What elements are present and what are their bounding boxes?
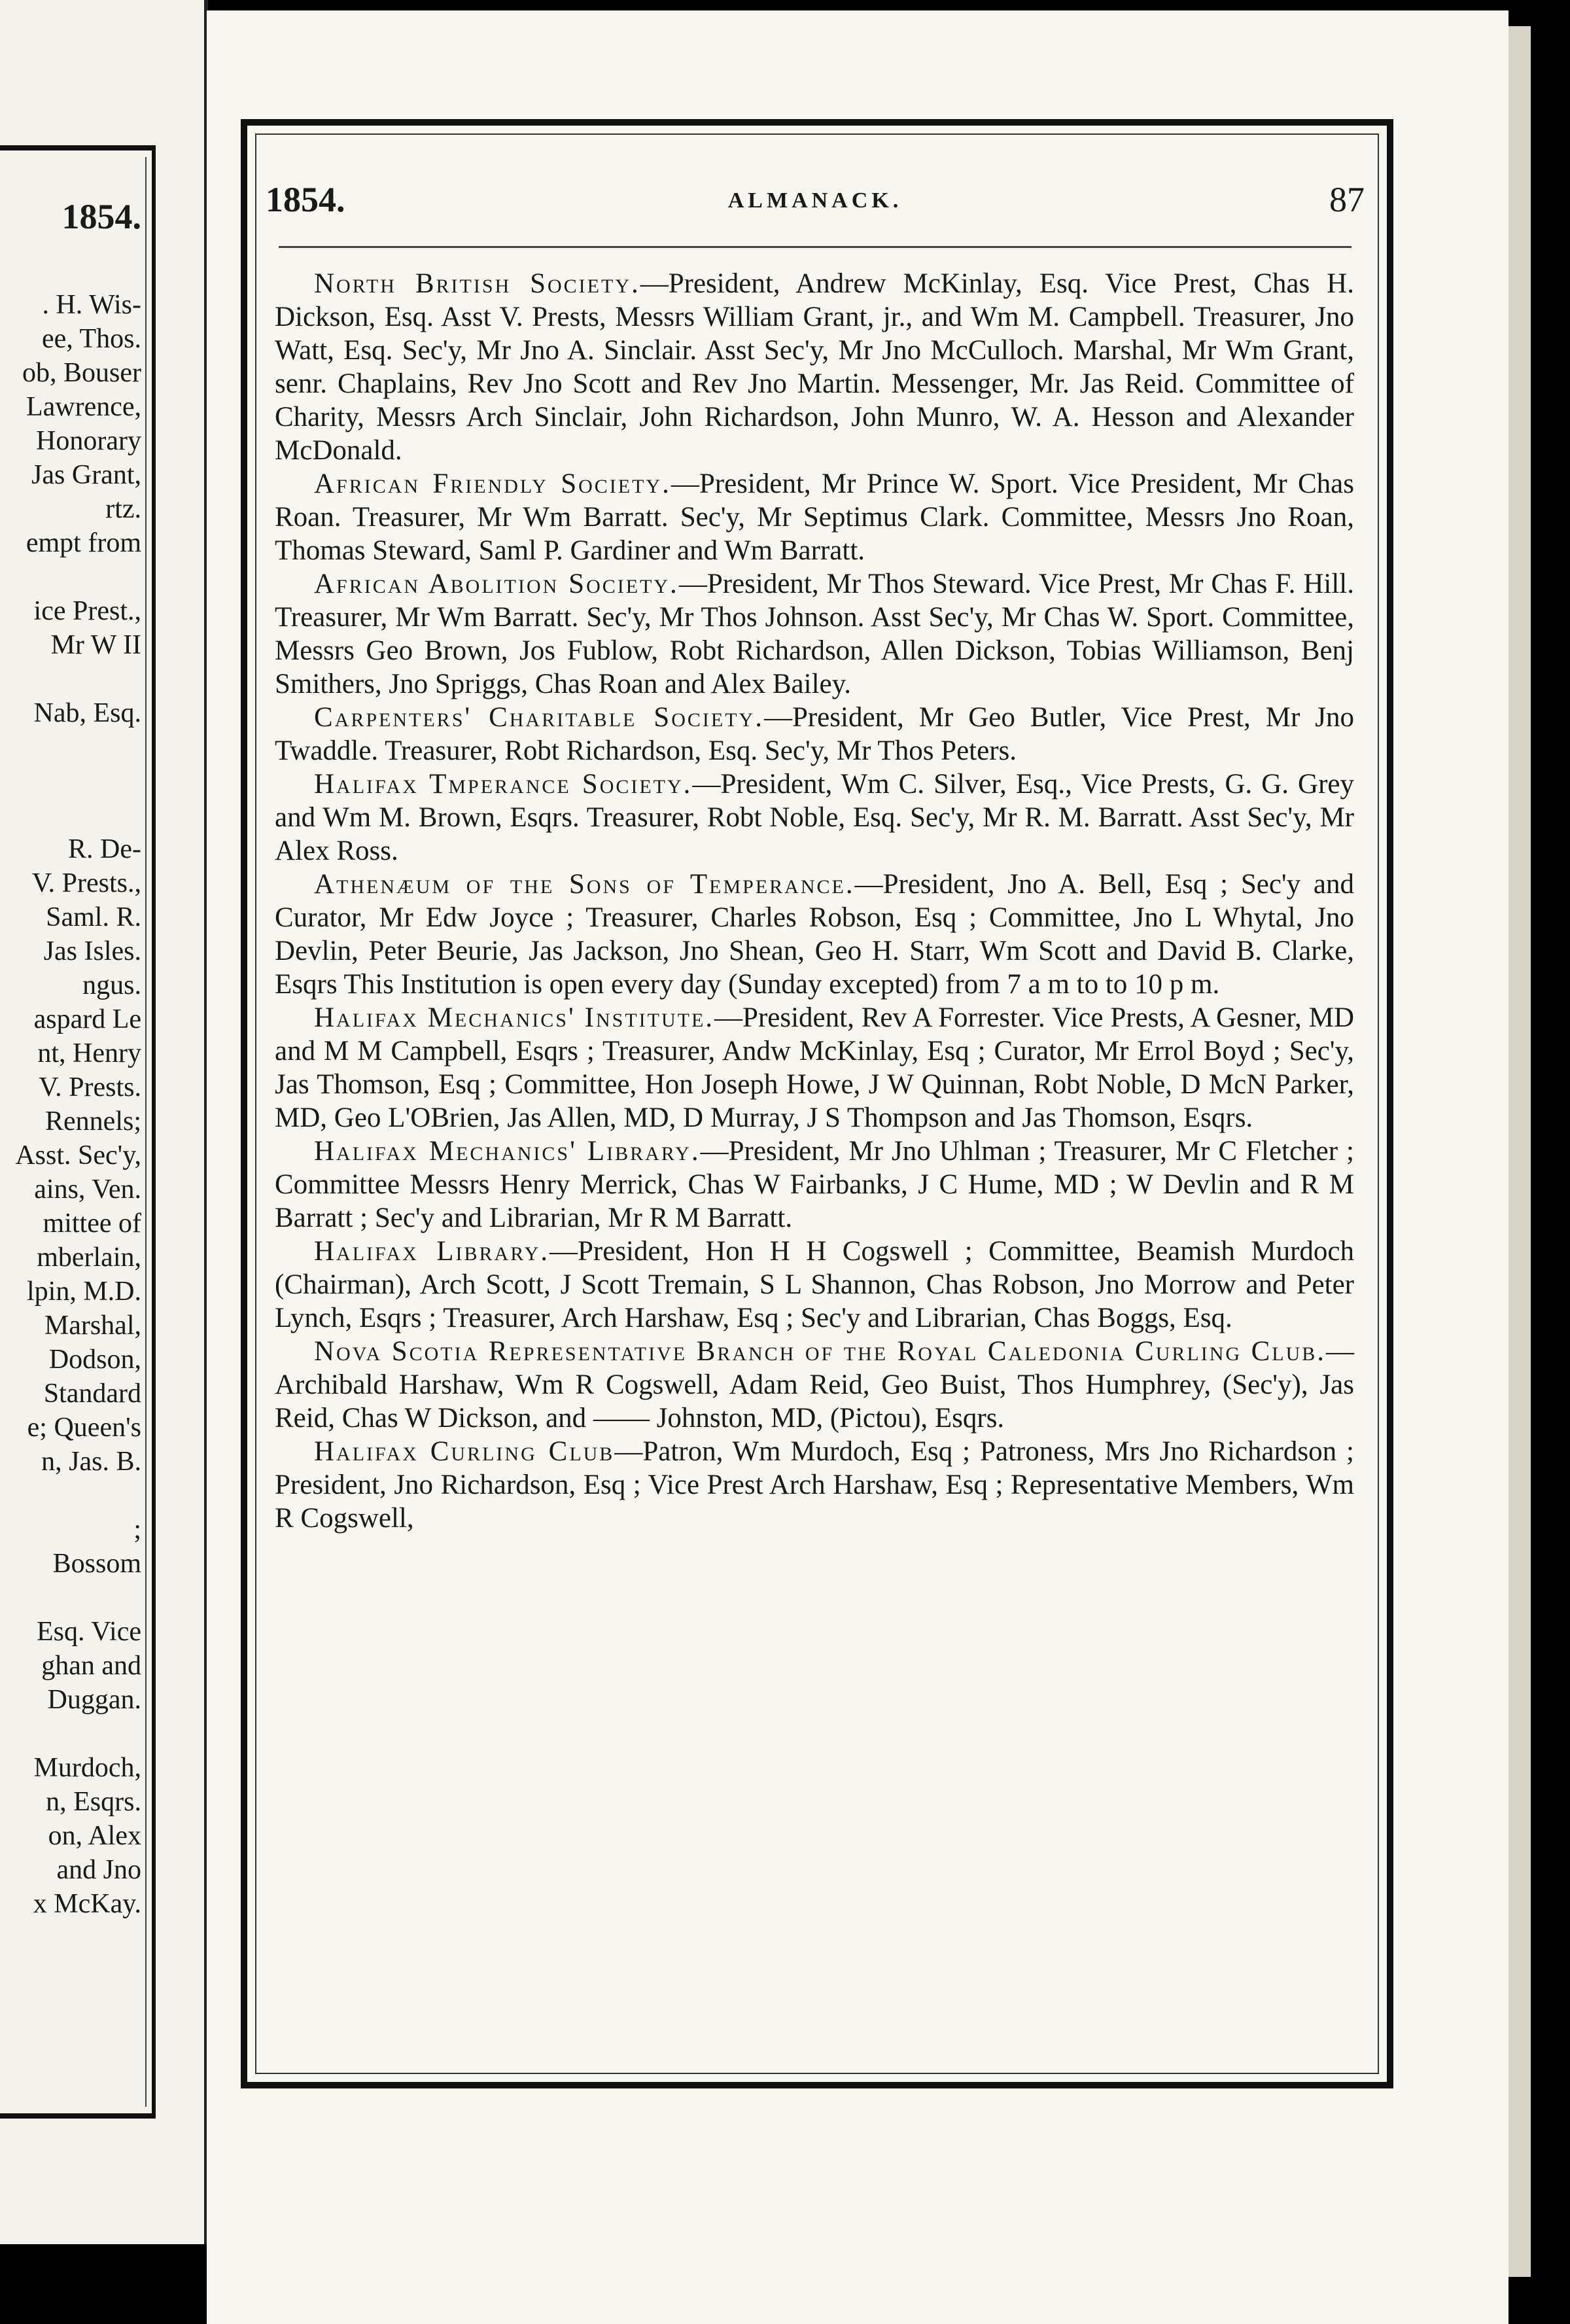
previous-page-line xyxy=(0,1479,141,1513)
society-entry xyxy=(275,267,1354,467)
society-entry xyxy=(275,767,1354,868)
society-name: North British Society. xyxy=(314,268,640,299)
previous-page-line: Mr W II xyxy=(50,630,141,660)
previous-page-line: . H. Wis- xyxy=(42,290,141,320)
society-name: African Friendly Society. xyxy=(314,468,671,499)
previous-page-line: ghan and xyxy=(41,1651,141,1681)
previous-page-line: Jas Isles. xyxy=(43,936,141,966)
previous-page-line: mittee of xyxy=(43,1208,141,1239)
previous-page-line: Jas Grant, xyxy=(31,460,141,490)
previous-page-line: ; xyxy=(133,1515,141,1545)
society-entry xyxy=(275,1435,1354,1535)
previous-page-line: n, Esqrs. xyxy=(46,1787,141,1817)
previous-page-line: nt, Henry xyxy=(37,1038,141,1068)
previous-page-line: Lawrence, xyxy=(26,392,141,422)
society-name: Halifax Library. xyxy=(314,1236,550,1267)
previous-page-line: empt from xyxy=(26,528,141,558)
society-entry xyxy=(275,1335,1354,1435)
previous-page-line: Standard xyxy=(43,1379,141,1409)
society-officers: —Archibald Harshaw, Wm R Cogswell, Adam Reid, Geo Buist, Thos Humphrey, (Sec'y), Jas Reid, Chas W Dickson, and —— Johnston, MD, (Pictou), Esqrs. xyxy=(275,1336,1354,1434)
previous-page-line: V. Prests., xyxy=(31,868,141,898)
header-title: ALMANACK. xyxy=(727,188,903,213)
previous-page-line: on, Alex xyxy=(48,1821,141,1851)
society-officers: —President, Jno A. Bell, Esq ; Sec'y and Curator, Mr Edw Joyce ; Treasurer, Charles Robson, Esq ; Committee, Jno L Whytal, Jno Devlin, Peter Beurie, Jas Jackson, Jno Shean, Geo H. Starr, Wm Scott and David B. Clarke, Esqrs This Institution is open every day (Sunday excepted) from 7 a m to to 10 p m. xyxy=(275,869,1354,1000)
society-name: Carpenters' Charitable Society. xyxy=(314,702,764,733)
society-entry xyxy=(275,701,1354,767)
page-number: 87 xyxy=(1329,180,1365,219)
society-entry xyxy=(275,868,1354,1001)
society-officers: —President, Mr Jno Uhlman ; Treasurer, Mr C Fletcher ; Committee Messrs Henry Merrick, Chas W Fairbanks, J C Hume, MD ; W Devlin and R M Barratt ; Sec'y and Librarian, Mr R M Barratt. xyxy=(275,1136,1354,1233)
header-rule xyxy=(279,246,1352,248)
previous-page-line: x McKay. xyxy=(33,1889,141,1919)
society-officers: —President, Andrew McKinlay, Esq. Vice Prest, Chas H. Dickson, Esq. Asst V. Prests, Messrs William Grant, jr., and Wm M. Campbell. Treasurer, Jno Watt, Esq. Sec'y, Mr Jno A. Sinclair. Asst Sec'y, Mr Jno McCulloch. Marshal, Mr Wm Grant, senr. Chaplains, Rev Jno Scott and Rev Jno Martin. Messenger, Mr. Jas Reid. Committee of Charity, Messrs Arch Sinclair, John Richardson, John Munro, W. A. Hesson and Alexander McDonald. xyxy=(275,268,1354,466)
previous-page-line: e; Queen's xyxy=(27,1413,141,1443)
previous-page-line: ice Prest., xyxy=(33,596,141,626)
society-name: Halifax Curling Club xyxy=(314,1436,615,1467)
previous-page-line: and Jno xyxy=(56,1855,141,1885)
almanack-page xyxy=(207,10,1509,2324)
previous-page-line: aspard Le xyxy=(33,1004,141,1034)
previous-page-line: Rennels; xyxy=(45,1106,141,1136)
previous-page-line xyxy=(0,662,141,696)
society-officers: —President, Wm C. Silver, Esq., Vice Prests, G. G. Grey and Wm M. Brown, Esqrs. Treasurer, Robt Noble, Esq. Sec'y, Mr R. M. Barratt. Asst Sec'y, Mr Alex Ross. xyxy=(275,769,1354,866)
previous-page-line: Honorary xyxy=(36,426,141,456)
previous-page-line: ains, Ven. xyxy=(34,1174,141,1205)
society-name: African Abolition Society. xyxy=(314,569,679,599)
previous-page-line: Murdoch, xyxy=(33,1753,141,1783)
society-officers: —President, Hon H H Cogswell ; Committee, Beamish Murdoch (Chairman), Arch Scott, J Scott Tremain, S L Shannon, Chas Robson, Jno Morrow and Peter Lynch, Esqrs ; Treasurer, Arch Harshaw, Esq ; Sec'y and Librarian, Chas Boggs, Esq. xyxy=(275,1236,1354,1333)
society-entry xyxy=(275,1001,1354,1135)
previous-page-line: Esq. Vice xyxy=(36,1617,141,1647)
society-entry xyxy=(275,567,1354,701)
book-spine-edge xyxy=(1509,26,1531,2277)
society-entry xyxy=(275,1135,1354,1235)
previous-page-line: Nab, Esq. xyxy=(33,698,141,728)
previous-page-line xyxy=(0,560,141,594)
previous-page-line: ngus. xyxy=(82,970,141,1000)
previous-page-line: rtz. xyxy=(105,494,141,524)
society-name: Nova Scotia Representative Branch of the Royal Caledonia Curling Club. xyxy=(314,1336,1326,1367)
previous-page-text xyxy=(0,288,141,1921)
society-listings xyxy=(275,267,1354,1535)
society-officers: —President, Mr Prince W. Sport. Vice President, Mr Chas Roan. Treasurer, Mr Wm Barratt. Sec'y, Mr Septimus Clark. Committee, Messrs Jno Roan, Thomas Steward, Saml P. Gardiner and Wm Barratt. xyxy=(275,468,1354,566)
header-year: 1854. xyxy=(266,180,345,219)
previous-page-year: 1854. xyxy=(61,197,141,236)
previous-page-line: Duggan. xyxy=(47,1685,141,1715)
society-officers: —President, Rev A Forrester. Vice Prests, A Gesner, MD and M M Campbell, Esqrs ; Treasurer, Andw McKinlay, Esq ; Curator, Mr Errol Boyd ; Sec'y, Jas Thomson, Esq ; Committee, Hon Joseph Howe, J W Quinnan, Robt Noble, D McN Parker, MD, Geo L'OBrien, Jas Allen, MD, D Murray, J S Thompson and Jas Thomson, Esqrs. xyxy=(275,1002,1354,1133)
previous-page-line: V. Prests. xyxy=(39,1072,141,1102)
society-name: Halifax Mechanics' Library. xyxy=(314,1136,701,1167)
previous-page-line: n, Jas. B. xyxy=(41,1447,141,1477)
previous-page-line xyxy=(0,1581,141,1615)
previous-page-fragment xyxy=(0,0,208,2244)
previous-page-line xyxy=(0,1717,141,1751)
society-officers: —Patron, Wm Murdoch, Esq ; Patroness, Mrs Jno Richardson ; President, Jno Richardson, Esq ; Vice Prest Arch Harshaw, Esq ; Representative Members, Wm R Cogswell, xyxy=(275,1436,1354,1534)
society-name: Halifax Tmperance Society. xyxy=(314,769,693,800)
previous-page-line: mberlain, xyxy=(37,1242,141,1273)
previous-page-line: Saml. R. xyxy=(46,902,141,932)
society-officers: —President, Mr Thos Steward. Vice Prest, Mr Chas F. Hill. Treasurer, Mr Wm Barratt. Sec'y, Mr Thos Johnson. Asst Sec'y, Mr Chas W. Sport. Committee, Messrs Geo Brown, Jos Fublow, Robt Richardson, Allen Dickson, Tobias Williamson, Benj Smithers, Jno Spriggs, Chas Roan and Alex Bailey. xyxy=(275,569,1354,699)
page-header xyxy=(266,179,1365,225)
society-entry xyxy=(275,1235,1354,1335)
previous-page-line: ee, Thos. xyxy=(41,324,141,354)
previous-page-line: Bossom xyxy=(52,1549,141,1579)
previous-page-line: R. De- xyxy=(68,834,141,864)
previous-page-line: Asst. Sec'y, xyxy=(15,1140,141,1171)
previous-page-line: Marshal, xyxy=(44,1311,141,1341)
previous-page-line: lpin, M.D. xyxy=(26,1276,141,1307)
society-name: Athenæum of the Sons of Temperance. xyxy=(314,869,855,900)
previous-page-line: Dodson, xyxy=(48,1345,141,1375)
society-officers: —President, Mr Geo Butler, Vice Prest, Mr Jno Twaddle. Treasurer, Robt Richardson, Esq. Sec'y, Mr Thos Peters. xyxy=(275,702,1354,766)
society-entry xyxy=(275,467,1354,567)
previous-page-line xyxy=(0,798,141,832)
society-name: Halifax Mechanics' Institute. xyxy=(314,1002,715,1033)
previous-page-line: ob, Bouser xyxy=(22,358,141,388)
previous-page-line xyxy=(0,764,141,798)
previous-page-line xyxy=(0,730,141,764)
